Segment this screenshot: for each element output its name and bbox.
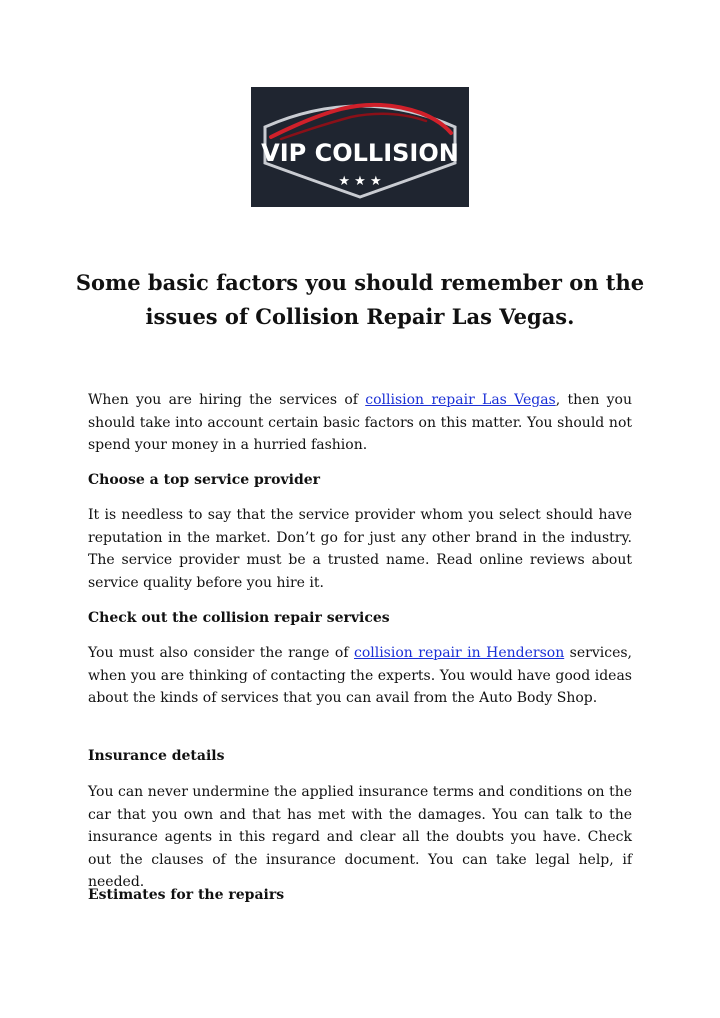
section-heading-estimates: Estimates for the repairs [88, 887, 285, 903]
vip-collision-logo [251, 87, 469, 207]
logo-stars: ★ ★ ★ [338, 174, 382, 189]
repair-text-start: You must also consider the range of [88, 645, 354, 661]
section-paragraph-service-provider: It is needless to say that the service provider whom you select should have reputation in the market. Don’t go for just any other brand in the industry. The service provider must be a trusted name. Read online reviews about service quality before you hire it. [88, 507, 632, 591]
collision-repair-henderson-link[interactable]: collision repair in Henderson [353, 645, 565, 661]
intro-text-start: When you are hiring the services of [88, 392, 366, 408]
section-paragraph-insurance: You can never undermine the applied insurance terms and conditions on the car that you own and that has met with the damages. You can talk to the insurance agents in this regard and clear all the doubts you have. Check out the clauses of the insurance document. You can take legal help, if needed. [88, 784, 632, 891]
collision-repair-las-vegas-link[interactable]: collision repair Las Vegas [365, 392, 556, 408]
car-shield-logo-icon [251, 87, 469, 207]
section-paragraph-repair-services [88, 642, 632, 710]
intro-paragraph [88, 389, 632, 457]
logo-text: VIP COLLISION [261, 139, 459, 167]
section-heading-repair-services: Check out the collision repair services [88, 610, 390, 626]
repair-text-end: services, when you are thinking of contacting the experts. You would have good ideas about the kinds of services that you can avail from the Auto Body Shop. [88, 645, 632, 707]
section-heading-service-provider: Choose a top service provider [88, 472, 321, 488]
section-heading-insurance: Insurance details [88, 748, 225, 764]
intro-text-end: , then you should take into account certain basic factors on this matter. You should not spend your money in a hurried fashion. [88, 392, 633, 454]
page-title: Some basic factors you should remember on the issues of Collision Repair Las Vegas. [75, 270, 645, 329]
